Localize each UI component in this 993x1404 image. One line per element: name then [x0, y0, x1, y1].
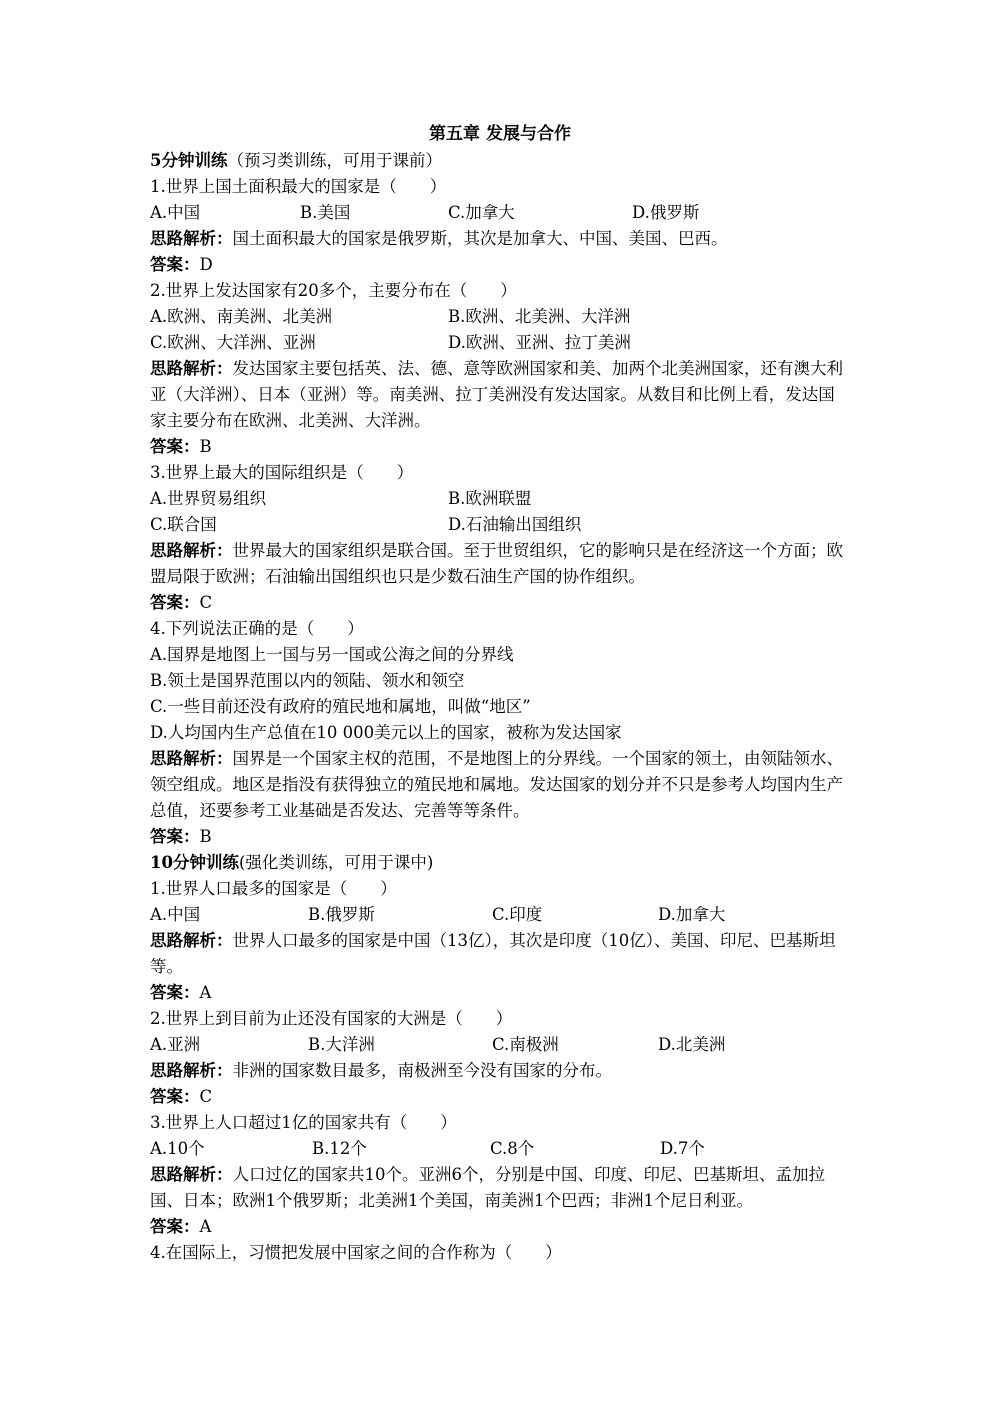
option: A.欧洲、南美洲、北美洲: [150, 307, 333, 326]
question-stem: 3.世界上人口超过1亿的国家共有（ ）: [150, 1113, 457, 1132]
options-row: [150, 304, 850, 330]
option: B.大洋洲: [308, 1035, 375, 1054]
question-stem: 2.世界上发达国家有20多个，主要分布在（ ）: [150, 281, 517, 300]
option: D.加拿大: [658, 905, 726, 924]
question-stem: 2.世界上到目前为止还没有国家的大洲是（ ）: [150, 1009, 513, 1028]
question-stem: 1.世界人口最多的国家是（ ）: [150, 879, 397, 898]
analysis: 思路解析：非洲的国家数目最多，南极洲至今没有国家的分布。: [150, 1061, 612, 1080]
option: D.俄罗斯: [632, 203, 700, 222]
option: D.石油输出国组织: [448, 515, 582, 534]
options-row: [150, 1136, 850, 1162]
option: A.国界是地图上一国与另一国或公海之间的分界线: [150, 645, 514, 664]
answer: 答案：D: [150, 255, 213, 274]
option: C.加拿大: [448, 203, 515, 222]
option: B.美国: [300, 203, 351, 222]
option: B.领土是国界范围以内的领陆、领水和领空: [150, 671, 465, 690]
answer: 答案：C: [150, 1087, 213, 1106]
option: C.南极洲: [492, 1035, 559, 1054]
analysis: 思路解析：世界最大的国家组织是联合国。至于世贸组织，它的影响只是在经济这一个方面；欧盟局限于欧洲；石油输出国组织也只是少数石油生产国的协作组织。: [150, 541, 843, 586]
option: B.12个: [312, 1139, 367, 1158]
option: A.亚洲: [150, 1035, 201, 1054]
option: A.世界贸易组织: [150, 489, 267, 508]
options-row: [150, 902, 850, 928]
option: A.中国: [150, 203, 201, 222]
analysis: 思路解析：发达国家主要包括英、法、德、意等欧洲国家和美、加两个北美洲国家，还有澳大利亚（大洋洲）、日本（亚洲）等。南美洲、拉丁美洲没有发达国家。从数目和比例上看，发达国家主要分布在欧洲、北美洲、大洋洲。: [150, 359, 843, 430]
option: C.8个: [490, 1139, 535, 1158]
options-row: [150, 330, 850, 356]
question-stem: 3.世界上最大的国际组织是（ ）: [150, 463, 414, 482]
option: C.欧洲、大洋洲、亚洲: [150, 333, 316, 352]
analysis: 思路解析：国土面积最大的国家是俄罗斯，其次是加拿大、中国、美国、巴西。: [150, 229, 728, 248]
chapter-title: 第五章 发展与合作: [429, 124, 571, 144]
answer: 答案：C: [150, 593, 213, 612]
option: C.印度: [492, 905, 543, 924]
option: B.欧洲联盟: [448, 489, 532, 508]
options-row: [150, 486, 850, 512]
option: A.10个: [150, 1139, 205, 1158]
option: A.中国: [150, 905, 201, 924]
option: D.欧洲、亚洲、拉丁美洲: [448, 333, 631, 352]
analysis: 思路解析：国界是一个国家主权的范围，不是地图上的分界线。一个国家的领土，由领陆领水、领空组成。地区是指没有获得独立的殖民地和属地。发达国家的划分并不只是参考人均国内生产总值，还要参考工业基础是否发达、完善等等条件。: [150, 749, 843, 820]
question-stem: 1.世界上国土面积最大的国家是（ ）: [150, 177, 447, 196]
answer: 答案：A: [150, 983, 212, 1002]
answer: 答案：B: [150, 437, 212, 456]
analysis: 思路解析：人口过亿的国家共10个。亚洲6个，分别是中国、印度、印尼、巴基斯坦、孟加拉国、日本；欧洲1个俄罗斯；北美洲1个美国，南美洲1个巴西；非洲1个尼日利亚。: [150, 1165, 825, 1210]
option: C.联合国: [150, 515, 217, 534]
option: C.一些目前还没有政府的殖民地和属地，叫做“地区”: [150, 697, 531, 716]
analysis: 思路解析：世界人口最多的国家是中国（13亿），其次是印度（10亿）、美国、印尼、巴基斯坦等。: [150, 931, 836, 976]
answer: 答案：B: [150, 827, 212, 846]
document-page: [150, 120, 850, 1266]
section-header: 10分钟训练(强化类训练，可用于课中): [150, 853, 434, 872]
question-stem: 4.下列说法正确的是（ ）: [150, 619, 364, 638]
option: D.北美洲: [658, 1035, 726, 1054]
option: D.7个: [660, 1139, 705, 1158]
options-row: [150, 512, 850, 538]
section-header: 5分钟训练（预习类训练，可用于课前）: [150, 151, 442, 170]
question-stem: 4.在国际上，习惯把发展中国家之间的合作称为（ ）: [150, 1243, 562, 1262]
option: D.人均国内生产总值在10 000美元以上的国家，被称为发达国家: [150, 723, 622, 742]
option: B.俄罗斯: [308, 905, 375, 924]
options-row: [150, 200, 850, 226]
answer: 答案：A: [150, 1217, 212, 1236]
option: B.欧洲、北美洲、大洋洲: [448, 307, 631, 326]
options-row: [150, 1032, 850, 1058]
